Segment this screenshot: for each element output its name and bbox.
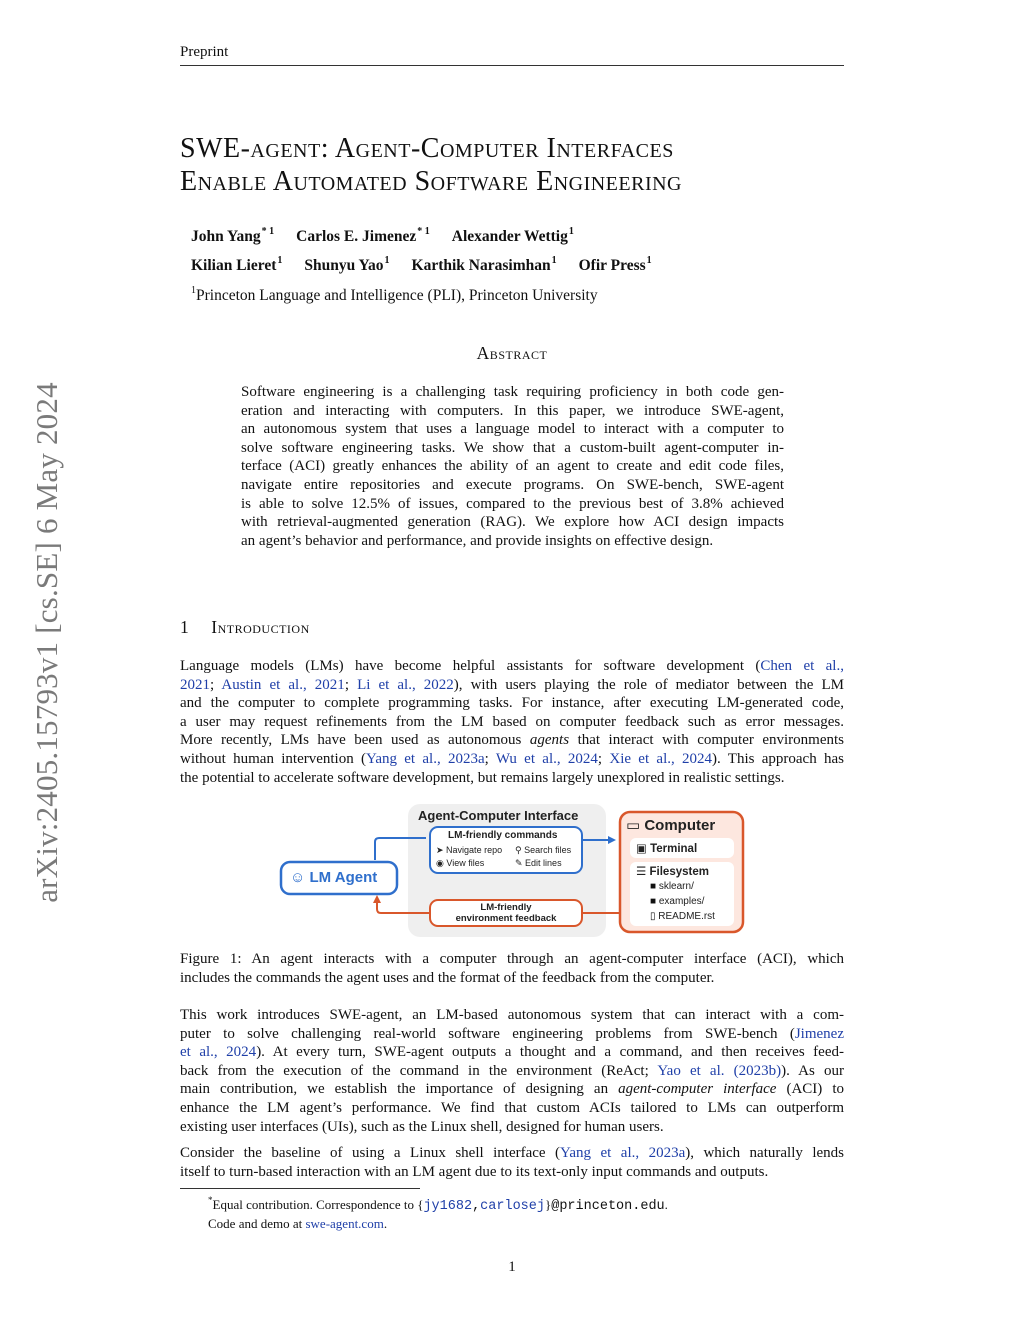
footnote-mark: * <box>208 1195 213 1205</box>
email-link[interactable]: jy1682 <box>423 1199 473 1214</box>
affiliation-text: Princeton Language and Intelligence (PLI), Princeton University <box>196 287 598 304</box>
author-row-1 <box>191 226 674 255</box>
citation-link[interactable]: et al., 2024 <box>180 1044 257 1061</box>
file-item: ■ examples/ <box>650 896 705 907</box>
abstract-line: is able to solve 12.5% of issues, compared to the previous best of 3.8% achieved <box>241 495 784 512</box>
commands-title: LM-friendly commands <box>448 830 558 841</box>
list-icon: ☰ <box>636 866 650 878</box>
citation-link[interactable]: Austin et al., 2021 <box>221 676 345 693</box>
intro-paragraph-3: Consider the baseline of using a Linux shell interface (Yang et al., 2023a), which naturally lends itself to turn-based interaction with an LM agent due to its text-only input commands and outputs. <box>180 1145 844 1180</box>
citation-link[interactable]: Yang et al., 2023a <box>560 1145 686 1161</box>
arxiv-stamp-text: arXiv:2405.15793v1 [cs.SE] 6 May 2024 <box>29 382 64 903</box>
arxiv-stamp <box>24 355 70 930</box>
author-name: Alexander Wettig$^1$ <box>451 226 574 245</box>
view-icon: ◉ <box>436 858 447 868</box>
header-rule <box>180 65 844 66</box>
abstract-line: Software engineering is a challenging task requiring proficiency in both code gen- <box>241 384 784 400</box>
cmd-navigate: ➤ Navigate repo <box>436 845 503 855</box>
abstract-line: an autonomous system that uses a language model to interact with a computer to <box>241 421 784 438</box>
author-name: John Yang$^{* 1}$ <box>191 226 275 245</box>
title-line-2: Enable Automated Software Engineering <box>180 166 682 197</box>
abstract-line: terface (ACI) greatly enhances the ability of an agent to create and edit code files, <box>241 458 784 475</box>
running-header: Preprint <box>180 44 229 60</box>
feedback-label: LM-friendly environment feedback <box>455 902 557 924</box>
affiliation-mark: 1 <box>191 285 196 296</box>
abstract-line: an agent’s behavior and performance, and provide insights on effective design. <box>241 532 714 549</box>
citation-link[interactable]: Yao et al. (2023b) <box>657 1062 782 1079</box>
cmd-edit: ✎ Edit lines <box>515 858 562 868</box>
folder-icon: ■ <box>650 896 659 907</box>
footnote: *Equal contribution. Correspondence to {jy1682,carlosej}@princeton.edu. Code and demo at swe-agent.com. <box>208 1195 668 1231</box>
abstract-line: navigate entire repositories and execute programs. On SWE-bench, SWE-agent <box>241 476 784 493</box>
figure-1-caption: Figure 1: An agent interacts with a computer through an agent-computer interface (ACI), which includes the commands the agent uses and the format of the feedback from the computer. <box>180 951 844 986</box>
cmd-view: ◉ View files <box>436 858 485 868</box>
file-item: ■ sklearn/ <box>650 881 694 892</box>
abstract-line: eration and interacting with computers. In this paper, we introduce SWE-agent, <box>241 402 784 419</box>
abstract-line: solve software engineering tasks. We show that a custom-built agent-computer in- <box>241 439 784 456</box>
author-name: Karthik Narasimhan$^1$ <box>411 255 557 274</box>
author-row-2 <box>191 255 674 284</box>
figure-1-aci-diagram <box>278 802 748 942</box>
computer-label: ▭ Computer <box>626 817 716 834</box>
citation-link[interactable]: Chen et al., <box>760 658 844 674</box>
author-name: Shunyu Yao$^1$ <box>304 255 390 274</box>
file-item: ▯ README.rst <box>650 911 715 922</box>
section-heading-introduction <box>180 617 310 638</box>
section-title: Introduction <box>211 617 310 637</box>
arrowhead-to-agent <box>373 895 381 903</box>
robot-icon: ☺ <box>290 869 310 886</box>
abstract-heading: Abstract <box>476 343 548 363</box>
author-list <box>191 226 674 284</box>
terminal-icon: ▣ <box>636 843 651 855</box>
intro-paragraph-2: This work introduces SWE-agent, an LM-based autonomous system that can interact with a com- puter to solve challenging real-world software engineering problems from SWE-bench (Jimenez et al., 2024). At every turn, SWE-agent outputs a thought and a command, and then receives feed- back from the execution of the command in the environment (ReAct; Yao et al. (2023b)). As our main contribution, we establish the importance of designing an agent-computer interface (ACI) to enhance the LM agent’s performance. We find that custom ACIs tailored to LMs can outperform existing user interfaces (UIs), such as the Linux shell, designed for human users. <box>180 1007 844 1135</box>
terminal-label: ▣ Terminal <box>636 843 698 855</box>
website-link[interactable]: swe-agent.com <box>305 1216 384 1231</box>
intro-paragraph-1: Language models (LMs) have become helpful assistants for software development (Chen et al., 2021; Austin et al., 2021; Li et al., 2022), with users playing the role of mediator between the LM and the computer to complete programming tasks. For instance, after executing LM-generated code, a user may request refinements from the LM based on computer feedback such as error messages. More recently, LMs have been used as autonomous agents that interact with computer environments without human intervention (Yang et al., 2023a; Wu et al., 2024; Xie et al., 2024). This approach has the potential to accelerate software development, but remains largely unexplored in realistic settings. <box>180 658 845 786</box>
agent-label: ☺ LM Agent <box>290 869 378 886</box>
arrowhead-to-computer <box>608 836 616 844</box>
page-number: 1 <box>508 1259 516 1275</box>
title-line-1: SWE-agent: Agent-Computer Interfaces <box>180 133 674 164</box>
folder-icon: ■ <box>650 881 659 892</box>
affiliation <box>191 285 598 305</box>
abstract-line: with retrieval-augmented generation (RAG). We explore how ACI design impacts <box>241 514 784 531</box>
cmd-search: ⚲ Search files <box>515 845 572 855</box>
filesystem-label: ☰ Filesystem <box>636 866 709 878</box>
abstract-body <box>241 383 784 550</box>
section-number: 1 <box>180 617 190 637</box>
author-name: Ofir Press$^1$ <box>578 255 652 274</box>
file-icon: ▯ <box>650 911 659 922</box>
citation-link[interactable]: Jimenez <box>794 1025 844 1042</box>
paper-title <box>180 132 844 198</box>
citation-link[interactable]: Li et al., 2022 <box>357 676 454 693</box>
aci-title: Agent-Computer Interface <box>418 808 579 823</box>
author-name: Kilian Lieret$^1$ <box>191 255 283 274</box>
file-list <box>650 879 715 924</box>
citation-link[interactable]: Wu et al., 2024 <box>495 750 598 767</box>
citation-link[interactable]: Yang et al., 2023a <box>366 750 485 767</box>
computer-icon: ▭ <box>626 817 645 834</box>
search-icon: ⚲ <box>515 845 525 855</box>
email-link[interactable]: carlosej <box>480 1199 545 1214</box>
footnote-rule <box>180 1188 420 1189</box>
citation-link[interactable]: 2021 <box>180 676 210 693</box>
author-name: Carlos E. Jimenez$^{* 1}$ <box>296 226 430 245</box>
citation-link[interactable]: Xie et al., 2024 <box>609 750 713 767</box>
caption-label: Figure 1: <box>180 951 242 967</box>
navigate-icon: ➤ <box>436 845 447 855</box>
edit-icon: ✎ <box>515 858 526 868</box>
